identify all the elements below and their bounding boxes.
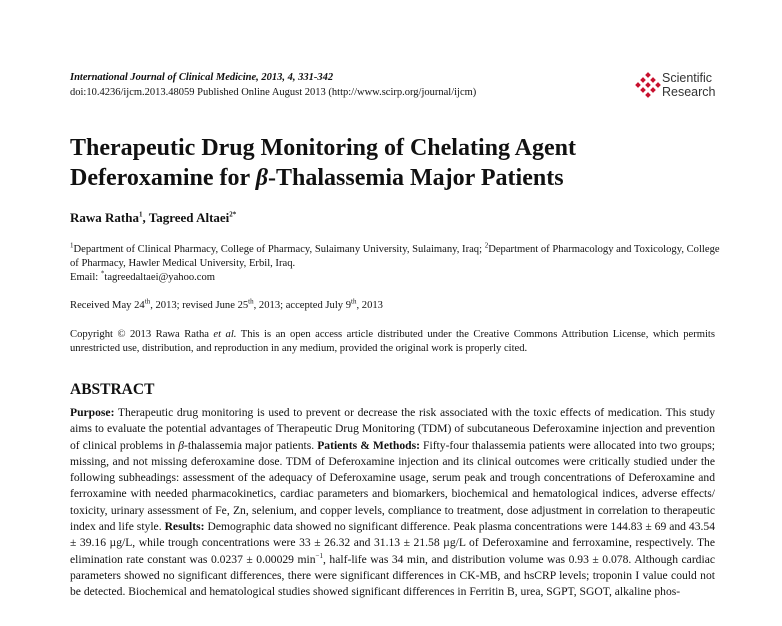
- received-date: Received May 24: [70, 300, 145, 311]
- email-marker: *: [100, 269, 105, 278]
- affil-1: Department of Clinical Pharmacy, College of Pharmacy, Sulaimany University, Sulaimany, Iraq;: [73, 244, 485, 255]
- methods-text: Fifty-four thalassemia patients were allocated into two groups; missing, and not missing deferoxamine dose. TDM of Deferoxamine injection and its clinical outcomes were critically studied under the following subheadings: assessment of the adequacy of Deferoxamine usage, serum peak and trough concentrations of Deferoxamine and ferroxamine with needed pharmacokinetics, cardiac parameters and biomarkers, biochemical and hematological indices, adverse effects/ toxicity, urinary assessment of Fe, Zn, selenium, and copper levels, compliance to treatment, dose adjustment in correlation to therapeutic index and life style.: [70, 438, 715, 534]
- accepted-date: , 2013; accepted July 9: [253, 300, 352, 311]
- accepted-sup: th: [351, 297, 357, 306]
- paper-title: [70, 133, 690, 193]
- author-1: Rawa Ratha: [70, 210, 139, 225]
- results-text: Demographic data showed no significant difference. Peak plasma concentrations were 144.83 ± 69 and 43.54 ± 39.16 µg/L, while trough concentrations were 33 ± 26.32 and 31.13 ± 21.58 µg/L of Deferoxamine and ferroxamine, respectively. The elimination rate constant was 0.0237 ± 0.00029 min: [70, 520, 715, 566]
- purpose-text: Therapeutic drug monitoring is used to prevent or decrease the risk associated with the toxic effects of medication. This study aims to evaluate the potential advantages of Therapeutic Drug Monitoring (TDM) of subcutaneous Deferoxamine injection and prevention of clinical problems in: [70, 406, 715, 452]
- affil-2: Department of Pharmacology and Toxicology, College of Pharmacy, Hawler Medical University, Erbil, Iraq.: [70, 244, 720, 269]
- email-label: Email:: [70, 272, 101, 283]
- copyright-etal: et al.: [213, 329, 237, 340]
- title-line2: [70, 163, 690, 193]
- affil-2-marker: 2: [484, 241, 489, 250]
- copyright-text-2: This is an open access article distributed under the Creative Commons Attribution License, which permits unrestricted use, distribution, and reproduction in any medium, provided the original work is properly cited.: [70, 329, 715, 354]
- revised-date: , 2013; revised June 25: [150, 300, 249, 311]
- scientific-research-logo-icon: [635, 72, 661, 98]
- affil-1-marker: 1: [70, 241, 74, 250]
- revised-sup: th: [248, 297, 254, 306]
- copyright-notice: [70, 328, 715, 356]
- results-label: Results:: [164, 520, 205, 534]
- publisher-logo[interactable]: [635, 70, 720, 102]
- dates-end: , 2013: [356, 300, 383, 311]
- methods-label: Patients & Methods:: [317, 438, 420, 452]
- abstract-heading: ABSTRACT: [70, 381, 155, 398]
- logo-text: [662, 71, 716, 99]
- doi-line: doi:10.4236/ijcm.2013.48059 Published Online August 2013 (http://www.scirp.org/journal/ijcm): [70, 87, 477, 98]
- author-2-affil: 2*: [229, 210, 237, 219]
- logo-line1: Scientific: [662, 71, 713, 85]
- journal-citation: International Journal of Clinical Medicine, 2013, 4, 331-342: [70, 72, 334, 83]
- purpose-label: Purpose:: [70, 406, 115, 419]
- affiliations: [70, 243, 720, 285]
- results-sup: −1: [315, 551, 323, 560]
- results-text-2: , half-life was 34 min, and distribution volume was 0.93 ± 0.078. Although cardiac parameters showed no significant differences, there were significant differences in CK-MB, and hsCRP levels; troponin I value could not be detected. Biochemical and hematological studies showed significant differences in Ferritin B, urea, SGPT, SGOT, alkaline phos-: [70, 552, 715, 599]
- abstract-beta: β: [178, 438, 185, 452]
- received-dates: [70, 297, 383, 311]
- copyright-text-1: Copyright © 2013 Rawa Ratha: [70, 329, 214, 340]
- author-separator: ,: [142, 210, 149, 225]
- logo-line2: Research: [662, 85, 716, 99]
- title-beta: β: [255, 165, 269, 191]
- author-list: [70, 210, 236, 226]
- title-line1: Therapeutic Drug Monitoring of Chelating Agent: [70, 135, 576, 161]
- title-line2-suffix: -Thalassemia Major Patients: [268, 165, 564, 191]
- received-sup: th: [144, 297, 151, 306]
- abstract-body: [70, 405, 715, 601]
- purpose-text-2: -thalassemia major patients.: [184, 438, 318, 452]
- title-line2-prefix: Deferoxamine for: [70, 165, 256, 191]
- email-link[interactable]: tagreedaltaei@yahoo.com: [104, 272, 216, 283]
- author-1-affil: 1: [138, 210, 143, 219]
- author-2: Tagreed Altaei: [148, 210, 230, 225]
